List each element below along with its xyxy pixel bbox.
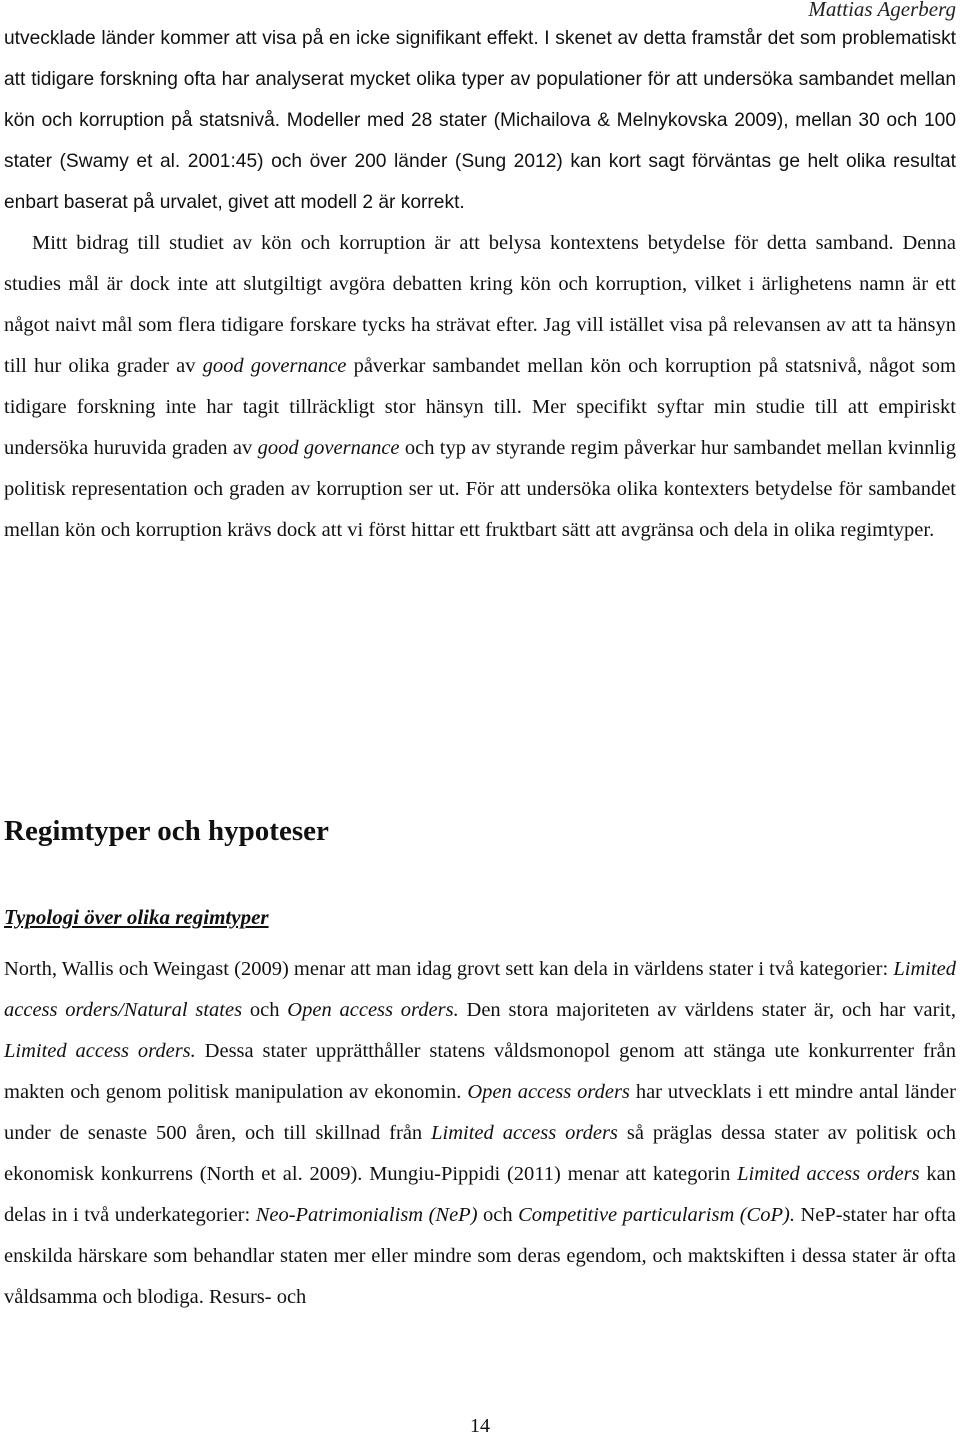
paragraph-3-text-6: så präglas dessa stater av politisk och ekonomisk konkurrens (North et al. 2009). Mungiu-Pippidi (2011) menar att kategorin: [4, 1122, 956, 1185]
paragraph-3-emphasis-6: Limited access orders: [737, 1163, 920, 1185]
paragraph-3-emphasis-1: Limited access orders/Natural states: [4, 958, 956, 1021]
paragraph-2-text-3: och typ av styrande regim påverkar hur sambandet mellan kvinnlig politisk representation och graden av korruption ser ut. För att undersöka olika kontexters betydelse för sambandet mellan kön och korruption krävs dock att vi först hittar ett fruktbart sätt att avgränsa och dela in olika regimtyper.: [4, 437, 956, 541]
body-block-2: [4, 949, 956, 1318]
paragraph-3-emphasis-3: Limited access orders.: [4, 1040, 196, 1062]
paragraph-3-text-9: NeP-stater har ofta enskilda härskare som behandlar staten mer eller mindre som deras egendom, och maktskiften i dessa stater är ofta våldsamma och blodiga. Resurs- och: [4, 1204, 956, 1308]
paragraph-3-emphasis-5: Limited access orders: [431, 1122, 618, 1144]
paragraph-3-emphasis-2: Open access orders.: [287, 999, 459, 1021]
paragraph-2-emphasis-1: good governance: [202, 355, 347, 377]
sub-heading: Typologi över olika regimtyper: [4, 905, 269, 929]
paragraph-3-text-7: kan delas in i två underkategorier:: [4, 1163, 956, 1226]
running-header-author: Mattias Agerberg: [808, 0, 956, 21]
paragraph-3: [4, 949, 956, 1318]
paragraph-3-emphasis-7: Neo-Patrimonialism (NeP): [255, 1204, 478, 1226]
paragraph-3-text-5: har utvecklats i ett mindre antal länder under de senaste 500 åren, och till skillnad från: [4, 1081, 956, 1144]
paragraph-3-text-3: Den stora majoriteten av världens stater är, och har varit,: [458, 999, 956, 1021]
paragraph-3-emphasis-4: Open access orders: [467, 1081, 630, 1103]
paragraph-3-text-1: North, Wallis och Weingast (2009) menar att man idag grovt sett kan dela in världens stater i två kategorier:: [4, 958, 894, 980]
paragraph-3-text-4: Dessa stater upprätthåller statens våldsmonopol genom att stänga ute konkurrenter från makten och genom politisk manipulation av ekonomin.: [4, 1040, 956, 1103]
page-number: 14: [470, 1415, 490, 1437]
paragraph-2: [4, 223, 956, 551]
paragraph-3-text-8: och: [477, 1204, 519, 1226]
paragraph-3-text-2: och: [242, 999, 288, 1021]
paragraph-2-emphasis-2: good governance: [257, 437, 400, 459]
paragraph-2-text-1: Mitt bidrag till studiet av kön och korruption är att belysa kontextens betydelse för detta samband. Denna studies mål är dock inte att slutgiltigt avgöra debatten kring kön och korruption, vilket i ärlighetens namn är ett något naivt mål som flera tidigare forskare tycks ha strävat efter. Jag vill istället visa på relevansen av att ta hänsyn till hur olika grader av: [4, 232, 956, 377]
paragraph-2-text-2: påverkar sambandet mellan kön och korruption på statsnivå, något som tidigare forskning inte har tagit tillräckligt stor hänsyn till. Mer specifikt syftar min studie till att empiriskt undersöka huruvida graden av: [4, 355, 956, 459]
section-heading: Regimtyper och hypoteser: [4, 815, 329, 847]
paragraph-3-emphasis-8: Competitive particularism (CoP).: [518, 1204, 795, 1226]
body-block-1: [4, 18, 956, 551]
paragraph-1: [4, 18, 956, 223]
paragraph-1-text: utvecklade länder kommer att visa på en icke signifikant effekt. I skenet av detta framstår det som problematiskt att tidigare forskning ofta har analyserat mycket olika typer av populationer för att undersöka sambandet mellan kön och korruption på statsnivå. Modeller med 28 stater (Michailova & Melnykovska 2009), mellan 30 och 100 stater (Swamy et al. 2001:45) och över 200 länder (Sung 2012) kan kort sagt förväntas ge helt olika resultat enbart baserat på urvalet, givet att modell 2 är korrekt.: [4, 28, 956, 213]
